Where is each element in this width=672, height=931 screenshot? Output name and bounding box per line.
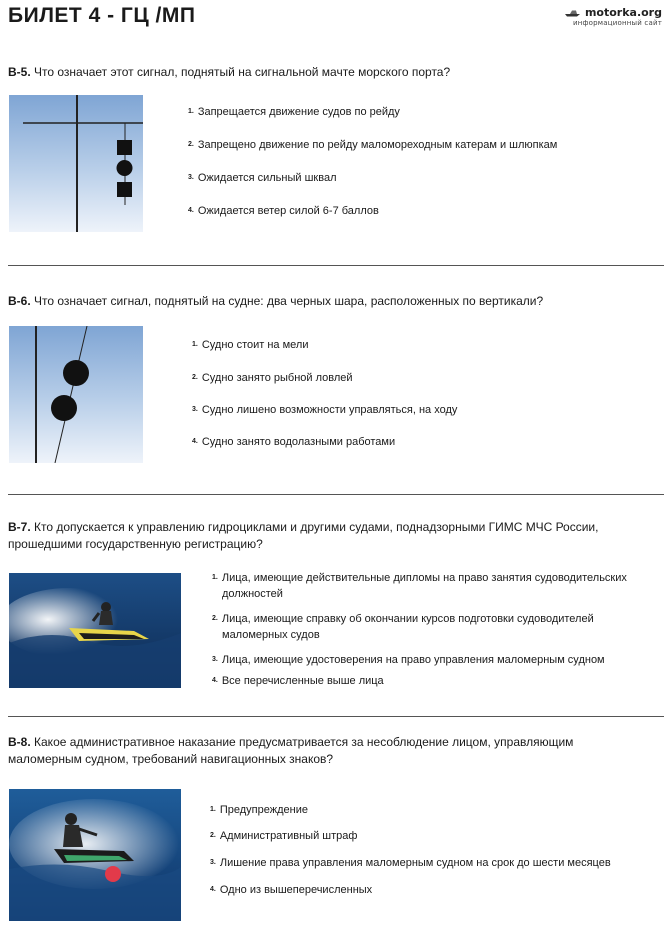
question-text: Кто допускается к управлению гидроциклами и другими судами, поднадзорными ГИМС МЧС России,	[34, 520, 599, 534]
question-number: В-8.	[8, 735, 31, 749]
answer-option[interactable]: $^{2.}$ Лица, имеющие справку об окончании курсов подготовки судоводителей маломерных судов	[212, 613, 594, 641]
question-6	[8, 293, 658, 310]
question-text: Что означает этот сигнал, поднятый на сигнальной мачте морского порта?	[34, 65, 451, 79]
answer-option[interactable]: $^{4.}$ Ожидается ветер силой 6-7 баллов	[188, 205, 379, 217]
question-text-cont: маломерным судном, требований навигационных знаков?	[8, 752, 334, 766]
site-logo	[564, 6, 662, 27]
logo-subtitle: информационный сайт	[572, 19, 662, 27]
section-divider	[8, 494, 664, 495]
answer-option[interactable]: $^{3.}$ Судно лишено возможности управляться, на ходу	[192, 404, 458, 416]
answer-option[interactable]: $^{2.}$ Административный штраф	[210, 830, 358, 842]
question-5	[8, 64, 658, 81]
two-black-balls-illustration	[9, 326, 143, 463]
signal-mast-illustration	[9, 95, 143, 232]
answer-option[interactable]: $^{4.}$ Одно из вышеперечисленных	[210, 884, 373, 896]
jet-ski-buoy-photo	[9, 789, 181, 921]
answer-option[interactable]: $^{4.}$ Все перечисленные выше лица	[212, 675, 384, 687]
answer-option[interactable]: $^{2.}$ Запрещено движение по рейду маломореходным катерам и шлюпкам	[188, 139, 558, 151]
ticket-title: БИЛЕТ 4 - ГЦ /МП	[8, 4, 196, 27]
logo-name: motorka.org	[584, 6, 662, 19]
question-number: В-5.	[8, 65, 31, 79]
answer-option[interactable]: $^{3.}$ Лишение права управления маломерным судном на срок до шести месяцев	[210, 857, 611, 869]
question-number: В-7.	[8, 520, 31, 534]
boat-logo-icon	[564, 9, 582, 17]
answer-option[interactable]: $^{1.}$ Лица, имеющие действительные дипломы на право занятия судоводительских должностей	[212, 572, 627, 600]
answer-option[interactable]: $^{4.}$ Судно занято водолазными работами	[192, 436, 396, 448]
answer-option[interactable]: $^{2.}$ Судно занято рыбной ловлей	[192, 372, 353, 384]
question-8	[8, 734, 658, 768]
answer-option[interactable]: $^{1.}$ Запрещается движение судов по рейду	[188, 106, 400, 118]
answer-option[interactable]: $^{3.}$ Ожидается сильный шквал	[188, 172, 337, 184]
answer-option[interactable]: $^{1.}$ Судно стоит на мели	[192, 339, 309, 351]
answer-option[interactable]: $^{3.}$ Лица, имеющие удостоверения на право управления маломерным судном	[212, 654, 605, 666]
section-divider	[8, 265, 664, 266]
answer-option[interactable]: $^{1.}$ Предупреждение	[210, 804, 308, 816]
question-7	[8, 519, 658, 553]
question-text: Что означает сигнал, поднятый на судне: два черных шара, расположенных по вертикали?	[34, 294, 544, 308]
jet-ski-photo	[9, 573, 181, 688]
question-text-cont: прошедшими государственную регистрацию?	[8, 537, 263, 551]
section-divider	[8, 716, 664, 717]
question-number: В-6.	[8, 294, 31, 308]
question-text: Какое административное наказание предусматривается за несоблюдение лицом, управляющим	[34, 735, 574, 749]
